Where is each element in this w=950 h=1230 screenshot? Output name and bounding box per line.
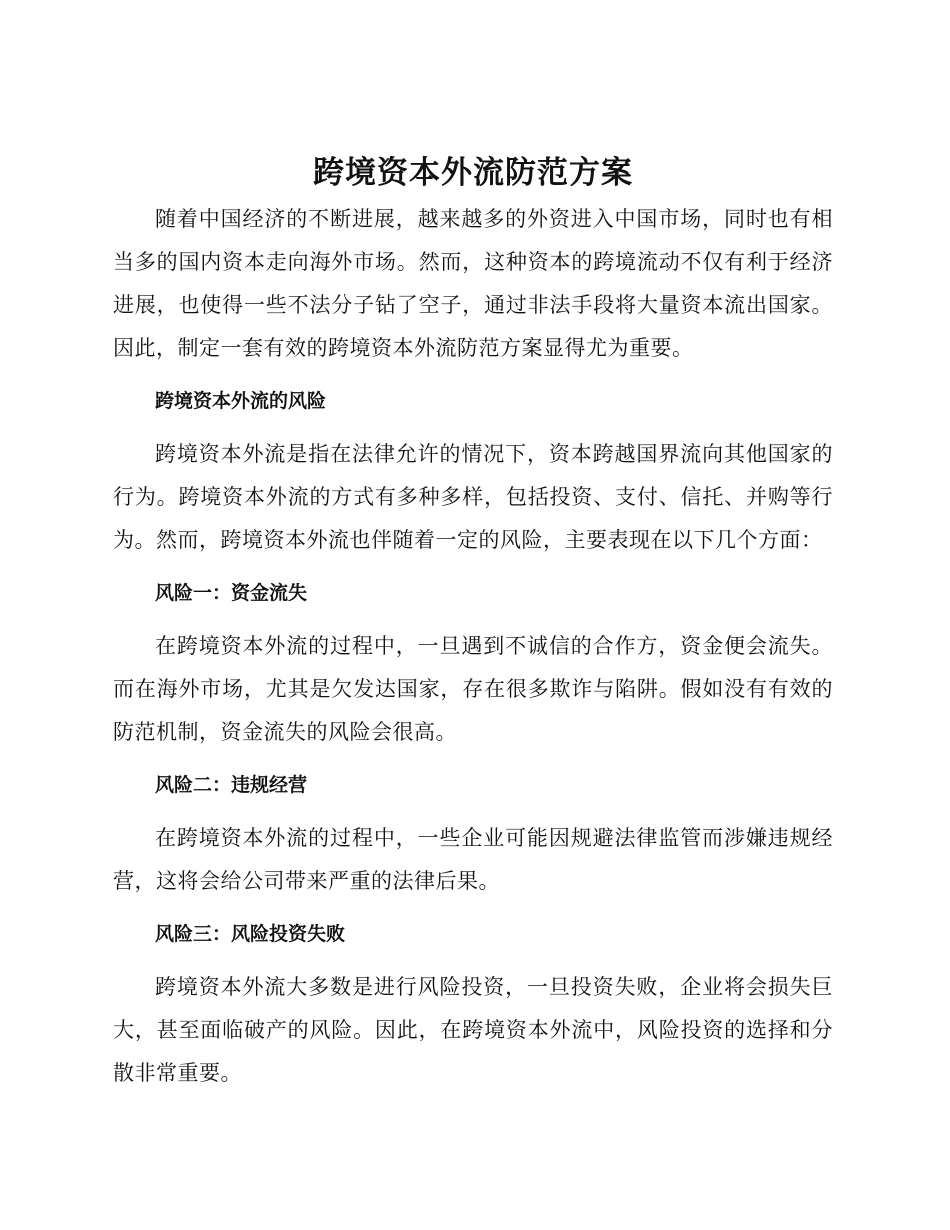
risk1-paragraph: 在跨境资本外流的过程中，一旦遇到不诚信的合作方，资金便会流失。而在海外市场，尤其是欠发达国家，存在很多欺诈与陷阱。假如没有有效的防范机制，资金流失的风险会很高。	[113, 634, 833, 744]
risk1-heading: 风险一：资金流失	[155, 582, 308, 604]
risk3-heading: 风险三：风险投资失败	[155, 923, 346, 945]
section-heading-risks: 跨境资本外流的风险	[155, 390, 327, 412]
document-title: 跨境资本外流防范方案	[313, 155, 633, 191]
intro-paragraph: 随着中国经济的不断进展，越来越多的外资进入中国市场，同时也有相当多的国内资本走向海外市场。然而，这种资本的跨境流动不仅有利于经济进展，也使得一些不法分子钻了空子，通过非法手段将大量资本流出国家。因此，制定一套有效的跨境资本外流防范方案显得尤为重要。	[113, 207, 833, 360]
document-page	[113, 148, 833, 1095]
section-paragraph-risks: 跨境资本外流是指在法律允许的情况下，资本跨越国界流向其他国家的行为。跨境资本外流的方式有多种多样，包括投资、支付、信托、并购等行为。然而，跨境资本外流也伴随着一定的风险，主要表现在以下几个方面：	[113, 442, 833, 552]
risk2-paragraph: 在跨境资本外流的过程中，一些企业可能因规避法律监管而涉嫌违规经营，这将会给公司带来严重的法律后果。	[113, 826, 833, 893]
risk3-paragraph: 跨境资本外流大多数是进行风险投资，一旦投资失败，企业将会损失巨大，甚至面临破产的风险。因此，在跨境资本外流中，风险投资的选择和分散非常重要。	[113, 975, 833, 1085]
risk2-heading: 风险二：违规经营	[155, 774, 308, 796]
